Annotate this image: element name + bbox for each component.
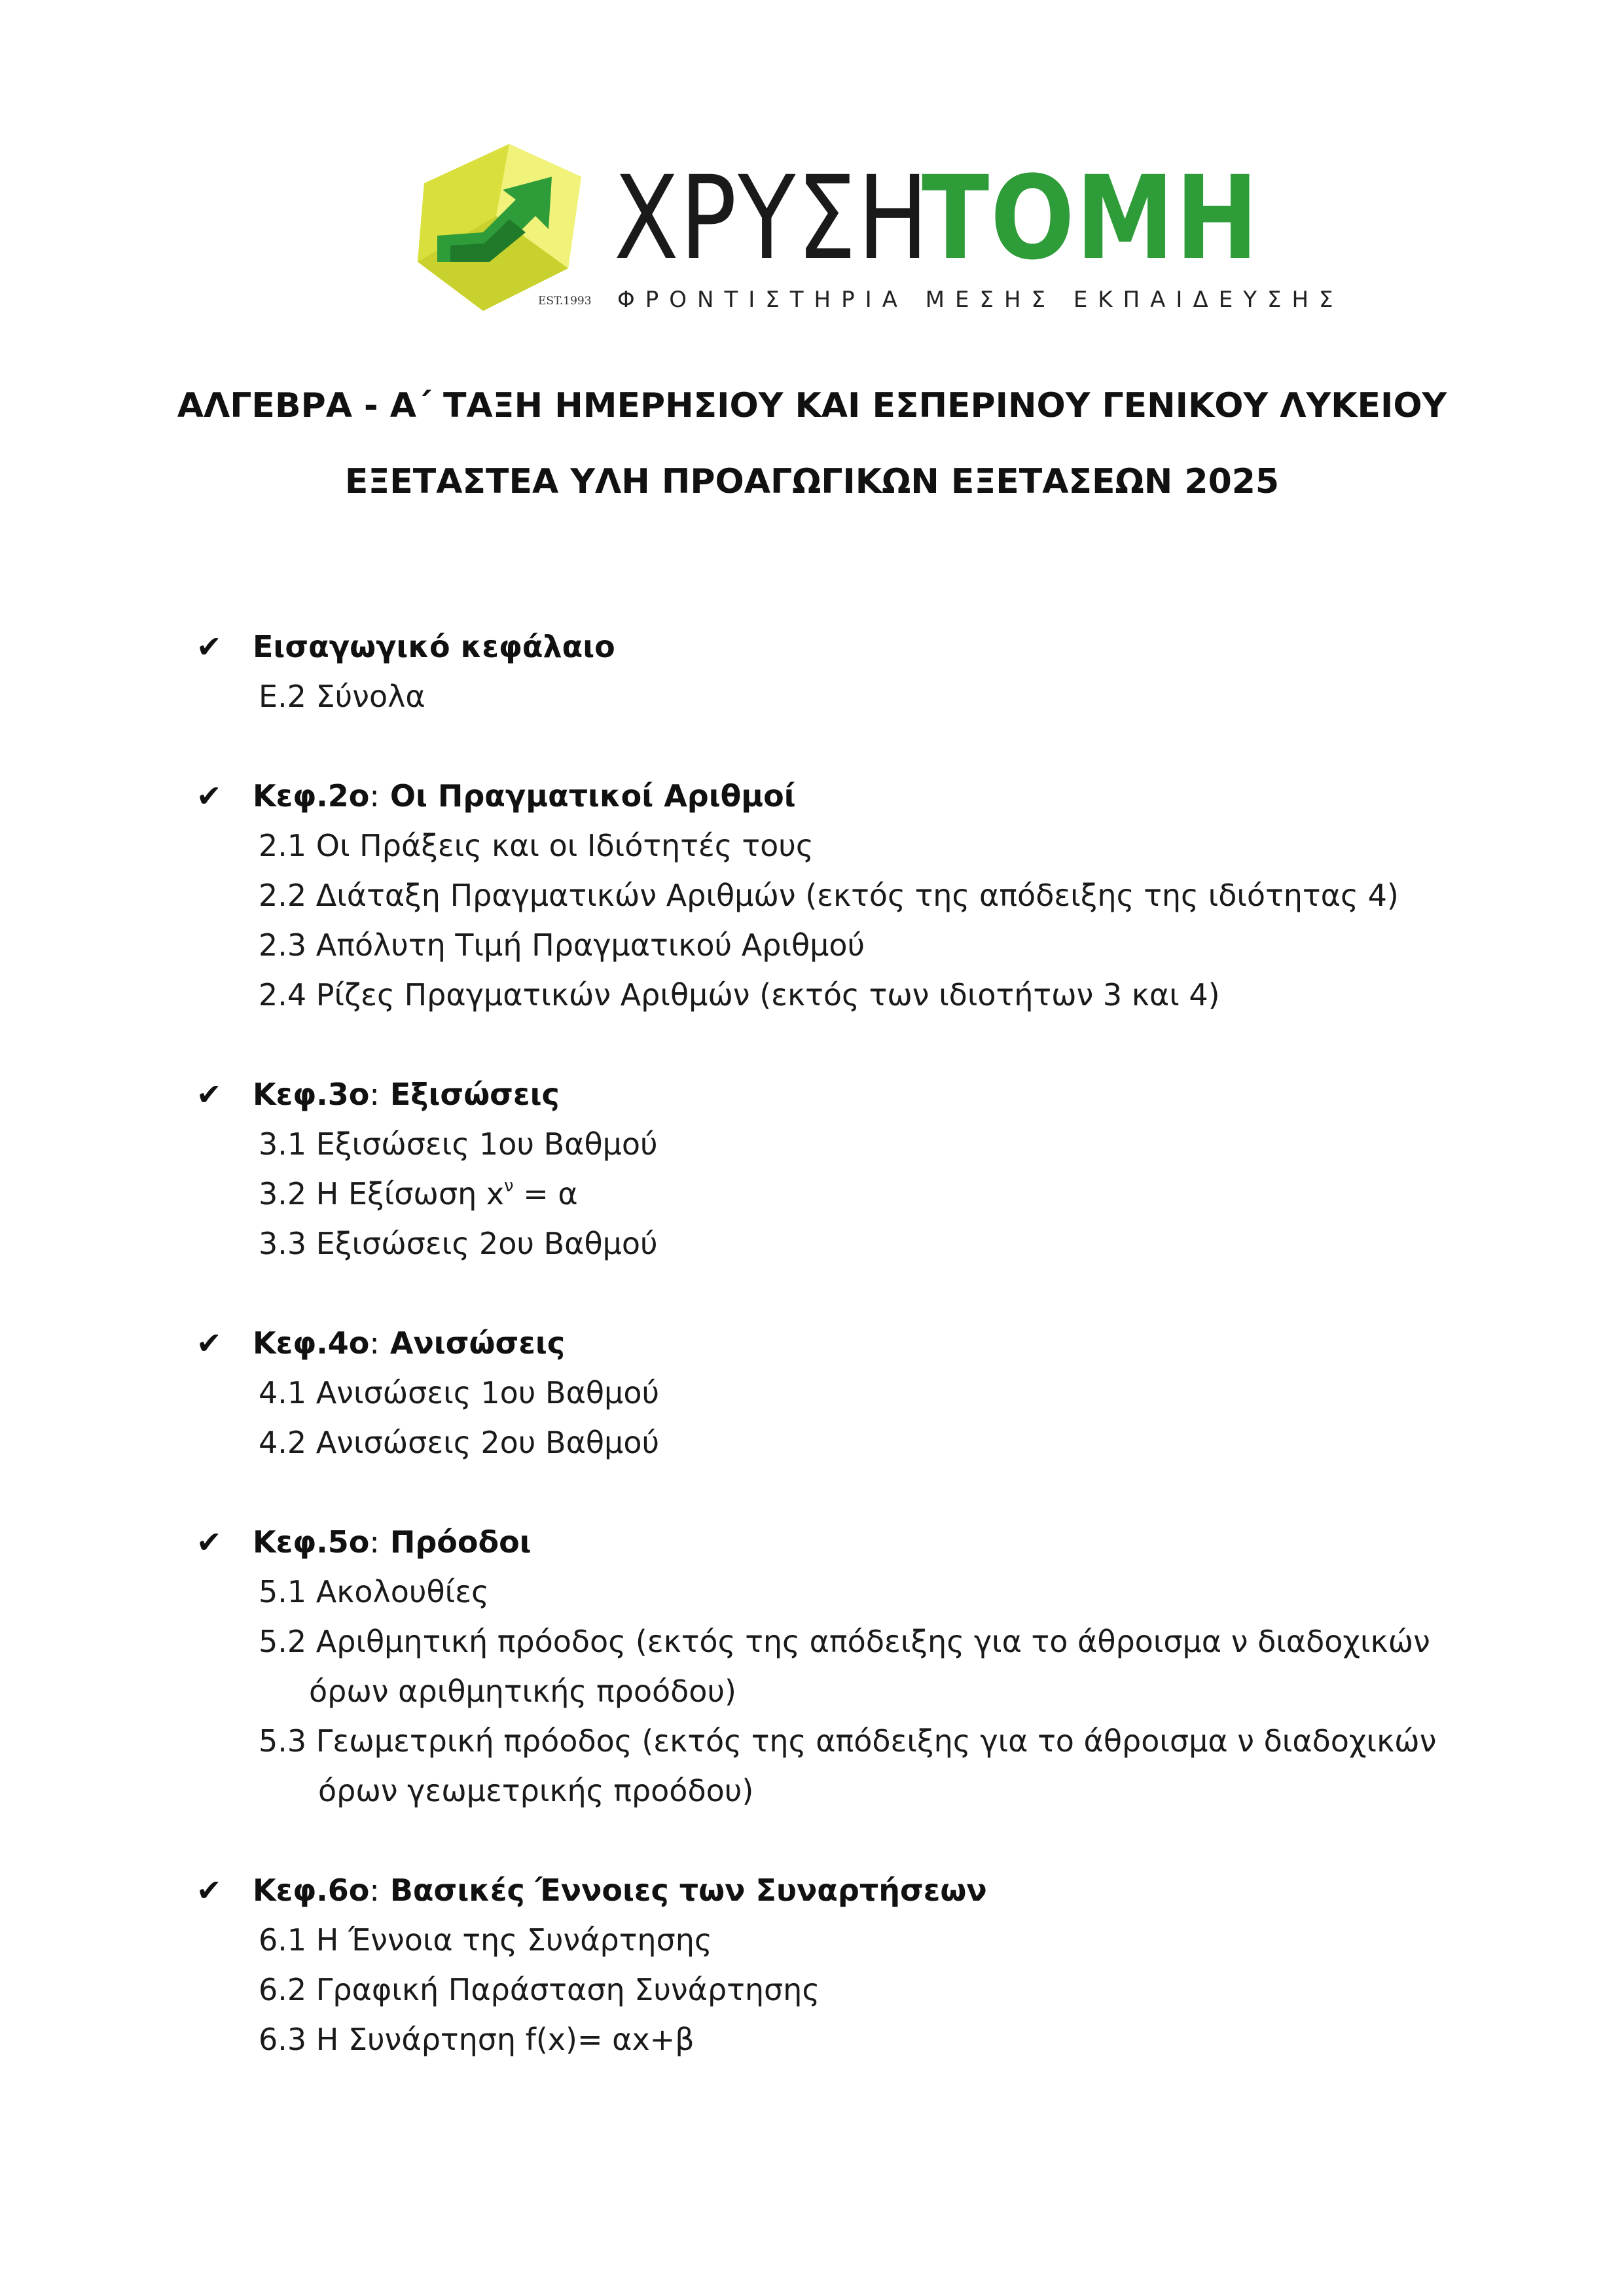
section-chapter-2: [196, 771, 1440, 1020]
section-chapter-6: [196, 1865, 1440, 2064]
section-heading: ✔ Κεφ.3ο: Εξισώσεις: [196, 1069, 1440, 1119]
chapter-label: Κεφ.4ο: [253, 1325, 370, 1361]
checkmark-icon: ✔: [196, 778, 222, 814]
chapter-label: Κεφ.5ο: [253, 1524, 370, 1560]
brand-subtitle: ΦΡΟΝΤΙΣΤΗΡΙΑ ΜΕΣΗΣ ΕΚΠΑΙΔΕΥΣΗΣ: [617, 287, 1344, 313]
section-heading: ✔ Κεφ.5ο: Πρόοδοι: [196, 1517, 1440, 1567]
list-item: 3.1 Εξισώσεις 1ου Βαθμού: [259, 1126, 658, 1162]
list-item: 5.2 Αριθμητική πρόοδος (εκτός της απόδειξης για το άθροισμα ν διαδοχικών: [259, 1624, 1430, 1659]
chapter-label: Εισαγωγικό κεφάλαιο: [253, 629, 615, 664]
page-title: ΑΛΓΕΒΡΑ - Α΄ ΤΑΞΗ ΗΜΕΡΗΣΙΟΥ ΚΑΙ ΕΣΠΕΡΙΝΟΥ ΓΕΝΙΚΟΥ ΛΥΚΕΙΟΥ: [177, 386, 1447, 425]
logo-cube-icon: [411, 137, 588, 314]
page-subtitle: ΕΞΕΤΑΣΤΕΑ ΥΛΗ ΠΡΟΑΓΩΓΙΚΩΝ ΕΞΕΤΑΣΕΩΝ 2025: [344, 462, 1280, 501]
list-item: 3.2 Η Εξίσωση $x^\nu = \alpha$: [259, 1176, 578, 1211]
brand-name-part1: ΧΡΥΣΗ: [614, 151, 929, 285]
chapter-title: Οι Πραγματικοί Αριθμοί: [379, 778, 796, 814]
chapter-title: Πρόοδοι: [379, 1524, 532, 1560]
section-heading: ✔ Κεφ.2ο: Οι Πραγματικοί Αριθμοί: [196, 771, 1440, 821]
list-item: 2.1 Οι Πράξεις και οι Ιδιότητές τους: [259, 828, 814, 863]
list-item: 4.1 Ανισώσεις 1ου Βαθμού: [259, 1375, 660, 1410]
chapter-title: Βασικές Έννοιες των Συναρτήσεων: [379, 1873, 987, 1908]
checkmark-icon: ✔: [196, 1524, 222, 1560]
list-item: 2.4 Ρίζες Πραγματικών Αριθμών (εκτός των ιδιοτήτων 3 και 4): [259, 977, 1220, 1013]
section-chapter-3: [196, 1069, 1440, 1268]
list-item: Ε.2 Σύνολα: [259, 679, 425, 714]
list-item: 6.3 Η Συνάρτηση f(x)= αx+β: [259, 2022, 695, 2057]
list-item: 6.1 Η Έννοια της Συνάρτησης: [259, 1922, 712, 1958]
checkmark-icon: ✔: [196, 1325, 222, 1361]
list-item-continuation: όρων γεωμετρικής προόδου): [318, 1773, 754, 1808]
list-item-continuation: όρων αριθμητικής προόδου): [309, 1674, 737, 1709]
section-chapter-5: [196, 1517, 1440, 1816]
brand-name: [614, 151, 1260, 285]
section-heading: ✔ Κεφ.4ο: Ανισώσεις: [196, 1318, 1440, 1368]
chapter-label: Κεφ.6ο: [253, 1873, 370, 1908]
chapter-title: Ανισώσεις: [379, 1325, 566, 1361]
list-item: 4.2 Ανισώσεις 2ου Βαθμού: [259, 1425, 660, 1460]
brand-logo: [411, 137, 1344, 321]
list-item: 6.2 Γραφική Παράσταση Συνάρτησης: [259, 1972, 820, 2007]
brand-name-part2: ΤΟΜΗ: [922, 151, 1260, 285]
list-item: 2.3 Απόλυτη Τιμή Πραγματικού Αριθμού: [259, 927, 865, 963]
chapter-label: Κεφ.2ο: [253, 778, 370, 814]
list-item: 3.3 Εξισώσεις 2ου Βαθμού: [259, 1226, 658, 1261]
section-heading: ✔ Κεφ.6ο: Βασικές Έννοιες των Συναρτήσεων: [196, 1865, 1440, 1915]
section-intro: [196, 622, 1440, 721]
established-label: EST.1993: [538, 295, 592, 308]
chapter-title: Εξισώσεις: [379, 1077, 560, 1112]
list-item: 2.2 Διάταξη Πραγματικών Αριθμών (εκτός της απόδειξης της ιδιότητας 4): [259, 878, 1399, 913]
syllabus-list: [196, 622, 1440, 2114]
section-heading: [196, 622, 1440, 672]
checkmark-icon: ✔: [196, 1077, 222, 1112]
section-chapter-4: [196, 1318, 1440, 1467]
chapter-label: Κεφ.3ο: [253, 1077, 370, 1112]
list-item: 5.3 Γεωμετρική πρόοδος (εκτός της απόδειξης για το άθροισμα ν διαδοχικών: [259, 1723, 1437, 1759]
checkmark-icon: ✔: [196, 1873, 222, 1908]
list-item: 5.1 Ακολουθίες: [259, 1574, 490, 1609]
checkmark-icon: ✔: [196, 629, 222, 664]
